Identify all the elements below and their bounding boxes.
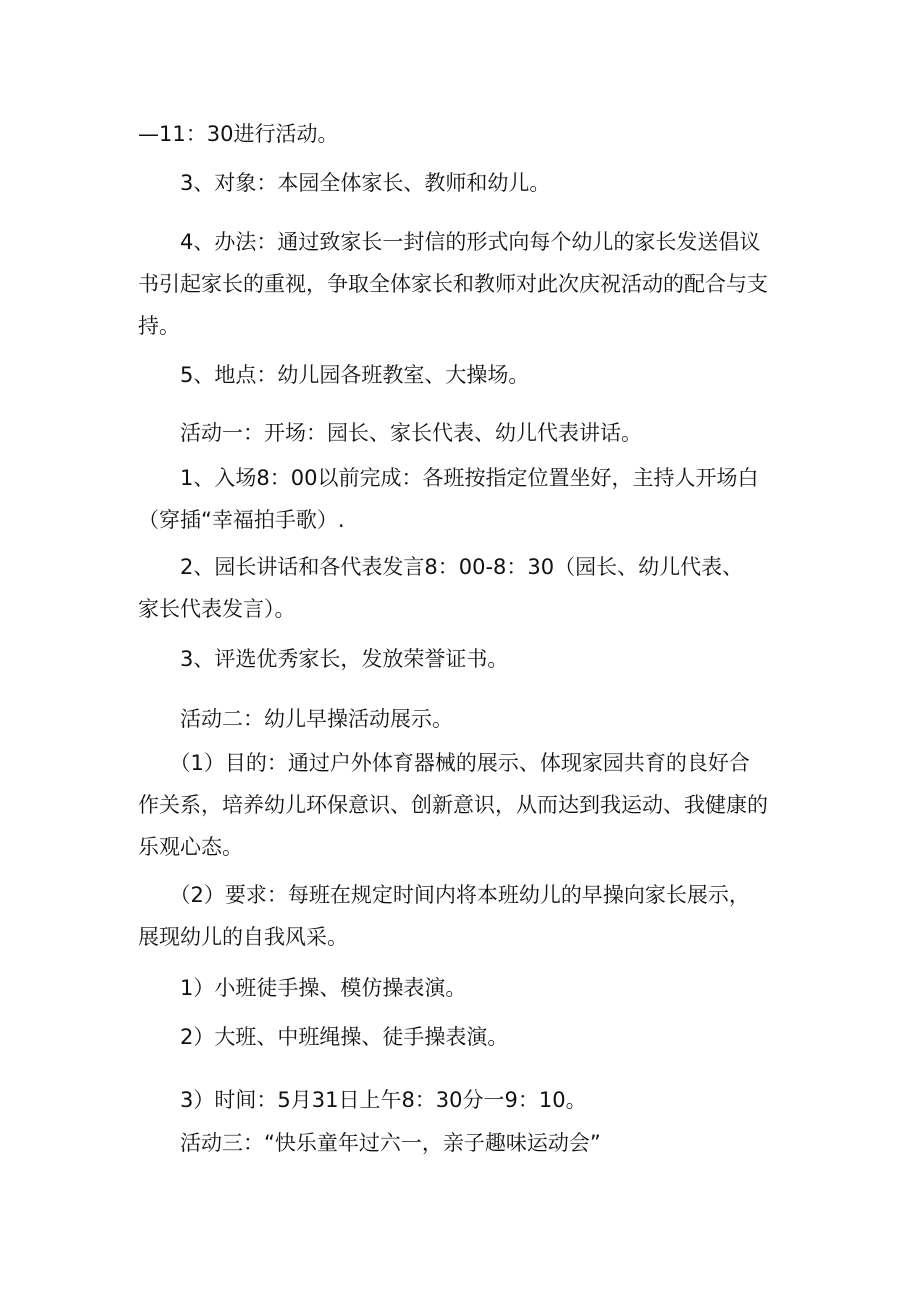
text-line: （穿插“幸福拍手歌）. — [138, 508, 345, 532]
paragraph-activity-three-heading — [138, 1122, 788, 1164]
text-line: —11：30进行活动。 — [138, 122, 339, 146]
text-line: 2）大班、中班绳操、徒手操表演。 — [138, 1025, 509, 1049]
paragraph-speeches — [138, 546, 788, 630]
text-line: 活动一：开场：园长、家长代表、幼儿代表讲话。 — [138, 421, 642, 445]
text-line: 家长代表发言）。 — [138, 597, 296, 621]
paragraph-purpose — [138, 742, 788, 868]
text-line: （2）要求：每班在规定时间内将本班幼儿的早操向家长展示， — [138, 883, 750, 907]
paragraph-requirements — [138, 874, 788, 958]
text-line: 作关系，培养幼儿环保意识、创新意识，从而达到我运动、我健康的 — [138, 793, 768, 817]
text-line: 活动二：幼儿早操活动展示。 — [138, 707, 453, 731]
text-line: 展现幼儿的自我风采。 — [138, 925, 348, 949]
paragraph-time — [138, 1079, 788, 1121]
text-line: （1）目的：通过户外体育器械的展示、体现家园共育的良好合 — [138, 751, 750, 775]
paragraph-small-class — [138, 967, 788, 1009]
text-line: 活动三：“快乐童年过六一，亲子趣味运动会” — [138, 1131, 601, 1155]
text-line: 2、园长讲话和各代表发言8：00-8：30（园长、幼儿代表、 — [138, 555, 744, 579]
text-line: 3）时间：5月31日上午8：30分一9：10。 — [138, 1088, 587, 1112]
text-line: 持。 — [138, 314, 180, 338]
paragraph-method — [138, 221, 788, 347]
paragraph-awards — [138, 638, 788, 680]
paragraph-location — [138, 354, 788, 396]
text-line: 乐观心态。 — [138, 835, 243, 859]
text-line: 3、评选优秀家长，发放荣誉证书。 — [138, 647, 509, 671]
text-line: 5、地点：幼儿园各班教室、大操场。 — [138, 363, 530, 387]
paragraph-activity-time-end — [138, 113, 788, 155]
paragraph-activity-two-heading — [138, 698, 788, 740]
paragraph-activity-one-heading — [138, 412, 788, 454]
text-line: 3、对象：本园全体家长、教师和幼儿。 — [138, 171, 551, 195]
paragraph-entrance — [138, 457, 788, 541]
paragraph-participants — [138, 162, 788, 204]
text-line: 1）小班徒手操、模仿操表演。 — [138, 976, 467, 1000]
text-line: 1、入场8：00以前完成：各班按指定位置坐好，主持人开场白 — [138, 466, 759, 490]
paragraph-big-middle-class — [138, 1016, 788, 1058]
text-line: 4、办法：通过致家长一封信的形式向每个幼儿的家长发送倡议 — [138, 230, 761, 254]
text-line: 书引起家长的重视，争取全体家长和教师对此次庆祝活动的配合与支 — [138, 272, 768, 296]
